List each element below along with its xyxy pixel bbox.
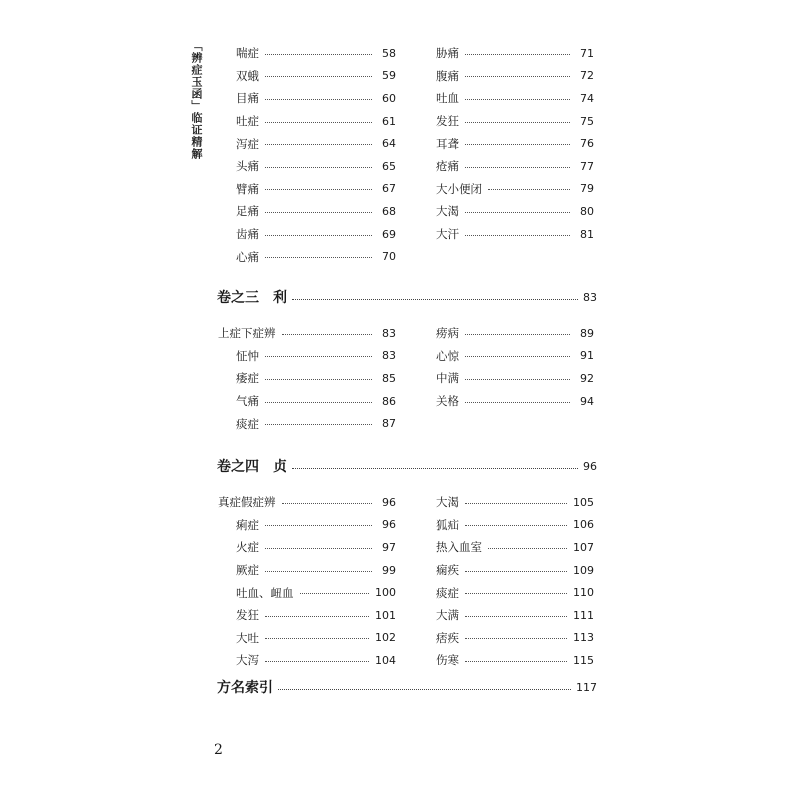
section3-char: 利 bbox=[273, 290, 287, 306]
index-page: 117 bbox=[576, 680, 597, 694]
toc-entry-page: 83 bbox=[382, 326, 396, 340]
leader-dots bbox=[265, 424, 372, 425]
toc-entry-label: 上症下症辨 bbox=[218, 326, 276, 341]
leader-dots bbox=[465, 356, 570, 357]
toc-entry-label: 大小便闭 bbox=[436, 181, 482, 196]
toc-entry-label: 泻症 bbox=[236, 136, 259, 151]
leader-dots bbox=[465, 54, 570, 55]
toc-entry[interactable] bbox=[436, 65, 594, 88]
leader-dots bbox=[465, 379, 570, 380]
toc-entry-label: 喘症 bbox=[236, 46, 259, 61]
leader-dots bbox=[465, 402, 570, 403]
toc-entry-label: 大汗 bbox=[436, 227, 459, 242]
toc-entry[interactable] bbox=[218, 223, 396, 246]
toc-entry[interactable] bbox=[436, 491, 594, 514]
toc-entry-label: 大泻 bbox=[236, 653, 259, 668]
toc-entry[interactable] bbox=[218, 110, 396, 133]
toc-entry-page: 83 bbox=[382, 349, 396, 363]
leader-dots bbox=[465, 525, 567, 526]
leader-dots bbox=[292, 468, 578, 469]
toc-entry-page: 115 bbox=[573, 653, 594, 667]
leader-dots bbox=[265, 76, 372, 77]
toc-entry-label: 关格 bbox=[436, 394, 459, 409]
leader-dots bbox=[465, 503, 567, 504]
toc-entry[interactable] bbox=[436, 200, 594, 223]
toc-entry-page: 87 bbox=[382, 417, 396, 431]
toc-entry-label: 真症假症辨 bbox=[218, 495, 276, 510]
toc-entry-page: 58 bbox=[382, 46, 396, 60]
leader-dots bbox=[488, 548, 567, 549]
section3-page: 83 bbox=[583, 290, 597, 304]
section4-left-column bbox=[218, 491, 396, 672]
leader-dots bbox=[265, 379, 372, 380]
index-header[interactable] bbox=[217, 677, 597, 697]
toc-entry-page: 79 bbox=[580, 182, 594, 196]
leader-dots bbox=[265, 661, 369, 662]
toc-entry-label: 厥症 bbox=[236, 563, 259, 578]
toc-entry[interactable] bbox=[436, 367, 594, 390]
toc-entry[interactable] bbox=[218, 514, 396, 537]
toc-entry[interactable] bbox=[436, 627, 594, 650]
toc-entry-label: 吐症 bbox=[236, 114, 259, 129]
section4-right-column bbox=[436, 491, 594, 672]
toc-entry[interactable] bbox=[218, 322, 396, 345]
leader-dots bbox=[282, 503, 373, 504]
leader-dots bbox=[265, 525, 372, 526]
toc-entry-page: 67 bbox=[382, 182, 396, 196]
toc-entry-label: 伤寒 bbox=[436, 653, 459, 668]
leader-dots bbox=[282, 334, 373, 335]
toc-entry[interactable] bbox=[218, 559, 396, 582]
leader-dots bbox=[465, 167, 570, 168]
leader-dots bbox=[265, 54, 372, 55]
leader-dots bbox=[265, 638, 369, 639]
toc-entry-page: 77 bbox=[580, 159, 594, 173]
toc-entry-page: 91 bbox=[580, 349, 594, 363]
toc-entry-label: 胁痛 bbox=[436, 46, 459, 61]
toc-entry-page: 113 bbox=[573, 631, 594, 645]
toc-entry-page: 69 bbox=[382, 227, 396, 241]
toc-entry-page: 92 bbox=[580, 371, 594, 385]
toc-entry[interactable] bbox=[218, 536, 396, 559]
leader-dots bbox=[265, 571, 372, 572]
toc-entry[interactable] bbox=[436, 345, 594, 368]
toc-entry-label: 疮痛 bbox=[436, 159, 459, 174]
toc-entry-page: 61 bbox=[382, 114, 396, 128]
leader-dots bbox=[465, 76, 570, 77]
toc-entry-label: 耳聋 bbox=[436, 136, 459, 151]
toc-entry-page: 96 bbox=[382, 495, 396, 509]
toc-entry[interactable] bbox=[218, 491, 396, 514]
toc-entry[interactable] bbox=[436, 559, 594, 582]
toc-entry[interactable] bbox=[218, 87, 396, 110]
leader-dots bbox=[465, 212, 570, 213]
toc-entry-label: 双蛾 bbox=[236, 68, 259, 83]
leader-dots bbox=[300, 593, 370, 594]
section4-name: 卷之四 bbox=[217, 459, 259, 475]
toc-entry-label: 痨病 bbox=[436, 326, 459, 341]
leader-dots bbox=[488, 189, 570, 190]
leader-dots bbox=[465, 661, 567, 662]
toc-entry-page: 80 bbox=[580, 204, 594, 218]
toc-entry-label: 热入血室 bbox=[436, 540, 482, 555]
toc-entry-label: 怔忡 bbox=[236, 348, 259, 363]
toc-entry-page: 64 bbox=[382, 137, 396, 151]
leader-dots bbox=[265, 99, 372, 100]
leader-dots bbox=[465, 235, 570, 236]
leader-dots bbox=[265, 616, 369, 617]
toc-entry[interactable] bbox=[436, 322, 594, 345]
leader-dots bbox=[465, 144, 570, 145]
toc-entry-page: 102 bbox=[375, 631, 396, 645]
leader-dots bbox=[265, 548, 372, 549]
toc-entry-page: 110 bbox=[573, 586, 594, 600]
toc-entry[interactable] bbox=[436, 42, 594, 65]
toc-entry-label: 痢症 bbox=[236, 517, 259, 532]
leader-dots bbox=[265, 189, 372, 190]
toc-entry-page: 71 bbox=[580, 46, 594, 60]
toc-entry[interactable] bbox=[218, 627, 396, 650]
toc-entry-page: 104 bbox=[375, 653, 396, 667]
toc-entry-label: 臂痛 bbox=[236, 181, 259, 196]
toc-entry-page: 60 bbox=[382, 91, 396, 105]
toc-entry[interactable] bbox=[218, 132, 396, 155]
toc-entry-label: 心惊 bbox=[436, 348, 459, 363]
toc-entry-label: 痞疾 bbox=[436, 630, 459, 645]
toc-entry-label: 痿症 bbox=[236, 371, 259, 386]
leader-dots bbox=[465, 571, 567, 572]
toc-entry-label: 中满 bbox=[436, 371, 459, 386]
toc-entry-label: 头痛 bbox=[236, 159, 259, 174]
toc-entry-label: 足痛 bbox=[236, 204, 259, 219]
toc-entry[interactable] bbox=[218, 367, 396, 390]
toc-entry[interactable] bbox=[218, 200, 396, 223]
toc-entry[interactable] bbox=[436, 110, 594, 133]
toc-entry-page: 76 bbox=[580, 137, 594, 151]
leader-dots bbox=[465, 593, 567, 594]
toc-entry-label: 大吐 bbox=[236, 630, 259, 645]
toc-entry-page: 68 bbox=[382, 204, 396, 218]
leader-dots bbox=[265, 167, 372, 168]
toc-entry[interactable] bbox=[436, 178, 594, 201]
toc-entry[interactable] bbox=[436, 223, 594, 246]
toc-entry[interactable] bbox=[436, 581, 594, 604]
toc-entry-page: 65 bbox=[382, 159, 396, 173]
toc-entry-label: 吐血 bbox=[436, 91, 459, 106]
toc-entry[interactable] bbox=[218, 581, 396, 604]
leader-dots bbox=[265, 144, 372, 145]
toc-entry[interactable] bbox=[436, 514, 594, 537]
toc-entry[interactable] bbox=[436, 536, 594, 559]
toc-entry-page: 97 bbox=[382, 540, 396, 554]
toc-entry-page: 75 bbox=[580, 114, 594, 128]
leader-dots bbox=[465, 99, 570, 100]
toc-entry[interactable] bbox=[218, 42, 396, 65]
toc-entry-label: 发狂 bbox=[236, 608, 259, 623]
toc-entry-label: 痰症 bbox=[236, 416, 259, 431]
toc-entry[interactable] bbox=[218, 65, 396, 88]
toc-entry-label: 腹痛 bbox=[436, 68, 459, 83]
leader-dots bbox=[265, 212, 372, 213]
toc-entry-label: 大渴 bbox=[436, 204, 459, 219]
leader-dots bbox=[265, 356, 372, 357]
toc-entry-page: 89 bbox=[580, 326, 594, 340]
toc-entry-page: 70 bbox=[382, 250, 396, 264]
toc-entry-page: 99 bbox=[382, 563, 396, 577]
section4-page: 96 bbox=[583, 459, 597, 473]
toc-entry[interactable] bbox=[218, 604, 396, 627]
toc-entry-page: 100 bbox=[375, 586, 396, 600]
section4-header[interactable] bbox=[217, 456, 597, 476]
toc-entry[interactable] bbox=[218, 390, 396, 413]
toc-entry-page: 96 bbox=[382, 518, 396, 532]
toc-entry-label: 目痛 bbox=[236, 91, 259, 106]
toc-entry-page: 111 bbox=[573, 608, 594, 622]
toc-entry-page: 86 bbox=[382, 394, 396, 408]
section3-header[interactable] bbox=[217, 287, 597, 307]
toc-entry[interactable] bbox=[218, 155, 396, 178]
toc-entry-page: 105 bbox=[573, 495, 594, 509]
toc-entry-label: 发狂 bbox=[436, 114, 459, 129]
index-name: 方名索引 bbox=[217, 680, 273, 696]
page-number: 2 bbox=[214, 742, 223, 758]
toc-entry-label: 吐血、衄血 bbox=[236, 585, 294, 600]
toc-entry-label: 大渴 bbox=[436, 495, 459, 510]
toc-entry[interactable] bbox=[218, 178, 396, 201]
toc-entry[interactable] bbox=[218, 245, 396, 268]
toc-entry-page: 81 bbox=[580, 227, 594, 241]
toc-entry[interactable] bbox=[436, 87, 594, 110]
leader-dots bbox=[265, 235, 372, 236]
toc-entry-page: 101 bbox=[375, 608, 396, 622]
leader-dots bbox=[465, 334, 570, 335]
toc-entry[interactable] bbox=[218, 412, 396, 435]
toc-entry-label: 狐疝 bbox=[436, 517, 459, 532]
toc-entry-label: 火症 bbox=[236, 540, 259, 555]
toc-entry-page: 72 bbox=[580, 69, 594, 83]
leader-dots bbox=[465, 638, 567, 639]
leader-dots bbox=[265, 402, 372, 403]
leader-dots bbox=[465, 122, 570, 123]
section4-char: 贞 bbox=[273, 459, 287, 475]
toc-entry-page: 109 bbox=[573, 563, 594, 577]
leader-dots bbox=[265, 122, 372, 123]
toc-entry-label: 气痛 bbox=[236, 394, 259, 409]
toc-entry-page: 106 bbox=[573, 518, 594, 532]
running-title: 「辨症玉函」临证精解 bbox=[190, 40, 203, 160]
toc-entry[interactable] bbox=[436, 649, 594, 672]
toc-entry[interactable] bbox=[436, 390, 594, 413]
leader-dots bbox=[278, 689, 571, 690]
leader-dots bbox=[292, 299, 578, 300]
toc-entry-label: 心痛 bbox=[236, 249, 259, 264]
section3-left-column bbox=[218, 322, 396, 435]
block1-left-column bbox=[218, 42, 396, 268]
toc-entry[interactable] bbox=[436, 132, 594, 155]
toc-entry[interactable] bbox=[218, 649, 396, 672]
toc-entry[interactable] bbox=[436, 155, 594, 178]
toc-entry[interactable] bbox=[436, 604, 594, 627]
toc-entry-label: 齿痛 bbox=[236, 227, 259, 242]
block1-right-column bbox=[436, 42, 594, 245]
section3-right-column bbox=[436, 322, 594, 412]
toc-entry-label: 大满 bbox=[436, 608, 459, 623]
toc-entry-page: 107 bbox=[573, 540, 594, 554]
toc-entry-page: 85 bbox=[382, 371, 396, 385]
section3-name: 卷之三 bbox=[217, 290, 259, 306]
toc-entry-page: 74 bbox=[580, 91, 594, 105]
toc-entry[interactable] bbox=[218, 345, 396, 368]
leader-dots bbox=[265, 257, 372, 258]
toc-entry-page: 94 bbox=[580, 394, 594, 408]
toc-entry-label: 痫疾 bbox=[436, 563, 459, 578]
leader-dots bbox=[465, 616, 567, 617]
toc-entry-label: 痰症 bbox=[436, 585, 459, 600]
toc-entry-page: 59 bbox=[382, 69, 396, 83]
